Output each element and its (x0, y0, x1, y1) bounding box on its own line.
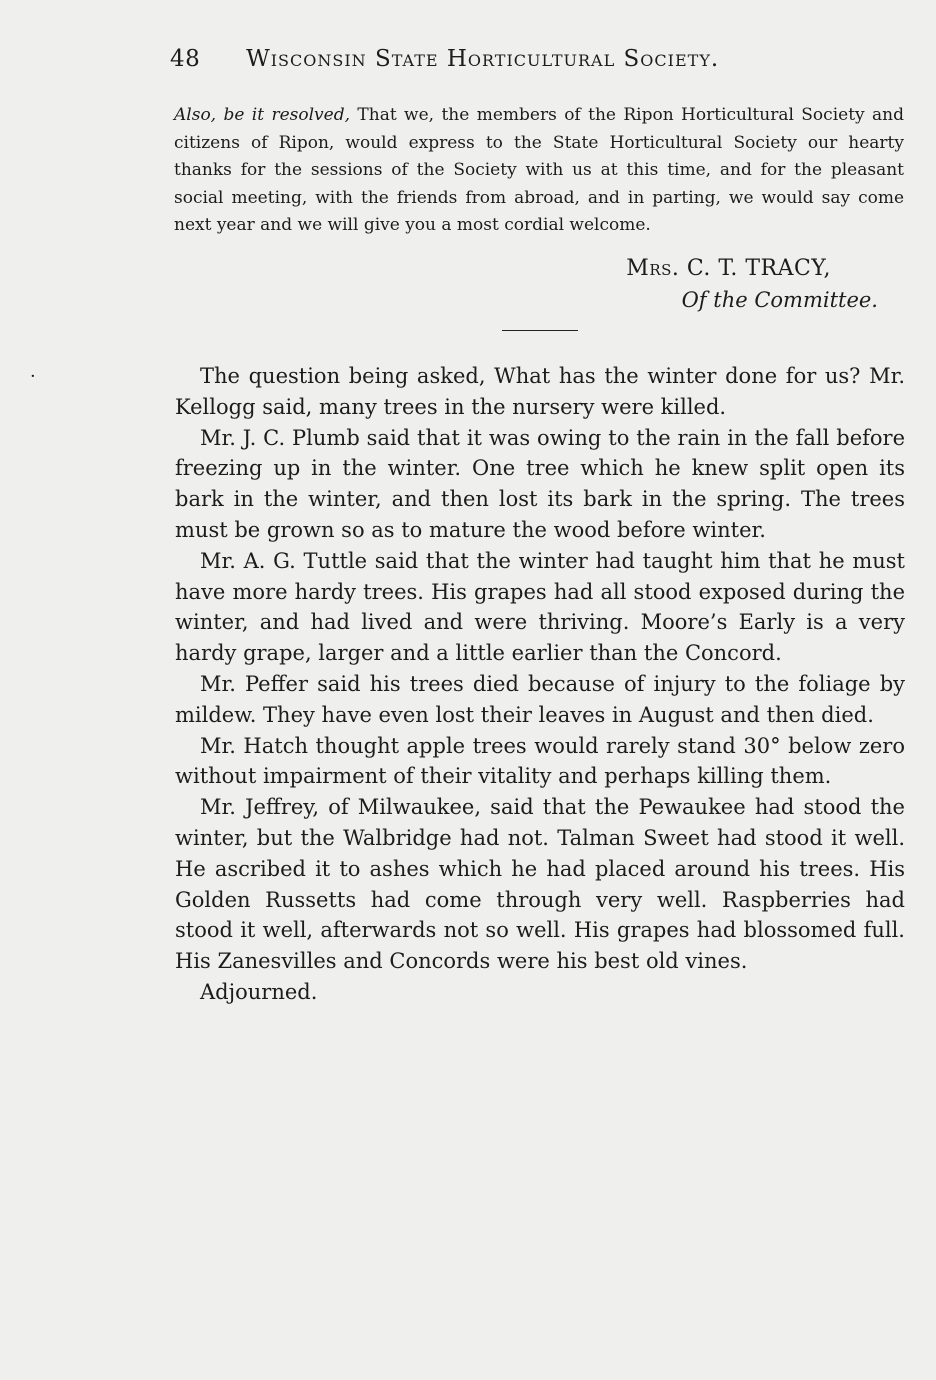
page-number: 48 (170, 46, 201, 72)
paragraph-adjourned: Adjourned. (200, 979, 318, 1004)
section-divider (502, 330, 578, 331)
resolution-lead: Also, be it resolved, (174, 105, 351, 125)
paragraph-winter-question: The question being asked, What has the winter done for us? Mr. Kellogg said, many trees in the nursery were killed. (175, 364, 905, 419)
margin-mark: · (30, 366, 36, 387)
paragraph-tuttle: Mr. A. G. Tuttle said that the winter had taught him that he must have more hardy trees. His grapes had all stood exposed during the winter, and had lived and were thriving. Moore’s Early is a very hardy grape, larger and a little earlier than the Concord. (175, 548, 905, 666)
paragraph-plumb: Mr. J. C. Plumb said that it was owing to the rain in the fall before freezing up in the winter. One tree which he knew split open its bark in the winter, and then lost its bark in the spring. The trees must be grown so as to mature the wood before winter. (175, 425, 905, 542)
resolution-paragraph (174, 102, 904, 240)
signature-surname: C. T. TRACY, (679, 256, 831, 281)
signature-name (626, 256, 831, 281)
discussion-body (175, 361, 905, 1008)
paragraph-peffer: Mr. Peffer said his trees died because of injury to the foliage by mildew. They have even lost their leaves in August and then died. (175, 671, 905, 727)
resolution-text: That we, the members of the Ripon Horticultural Society and citizens of Ripon, would express to the State Horticultural Society our hearty thanks for the sessions of the Society with us at this time, and for the pleasant social meeting, with the friends from abroad, and in parting, we would say come next year and we will give you a most cordial welcome. (174, 105, 904, 235)
signature-prefix: Mrs. (626, 256, 680, 281)
paragraph-jeffrey: Mr. Jeffrey, of Milwaukee, said that the Pewaukee had stood the winter, but the Walbridge had not. Talman Sweet had stood it well. He ascribed it to ashes which he had placed around his trees. His Golden Russetts had come through very well. Raspberries had stood it well, afterwards not so well. His grapes had blossomed full. His Zanesvilles and Concords were his best old vines. (175, 795, 905, 974)
signature-role: Of the Committee. (681, 288, 878, 312)
running-title: Wisconsin State Horticultural Society. (246, 46, 720, 72)
paragraph-hatch: Mr. Hatch thought apple trees would rarely stand 30° below zero without impairment of their vitality and perhaps killing them. (175, 733, 905, 789)
page-header (170, 46, 810, 72)
